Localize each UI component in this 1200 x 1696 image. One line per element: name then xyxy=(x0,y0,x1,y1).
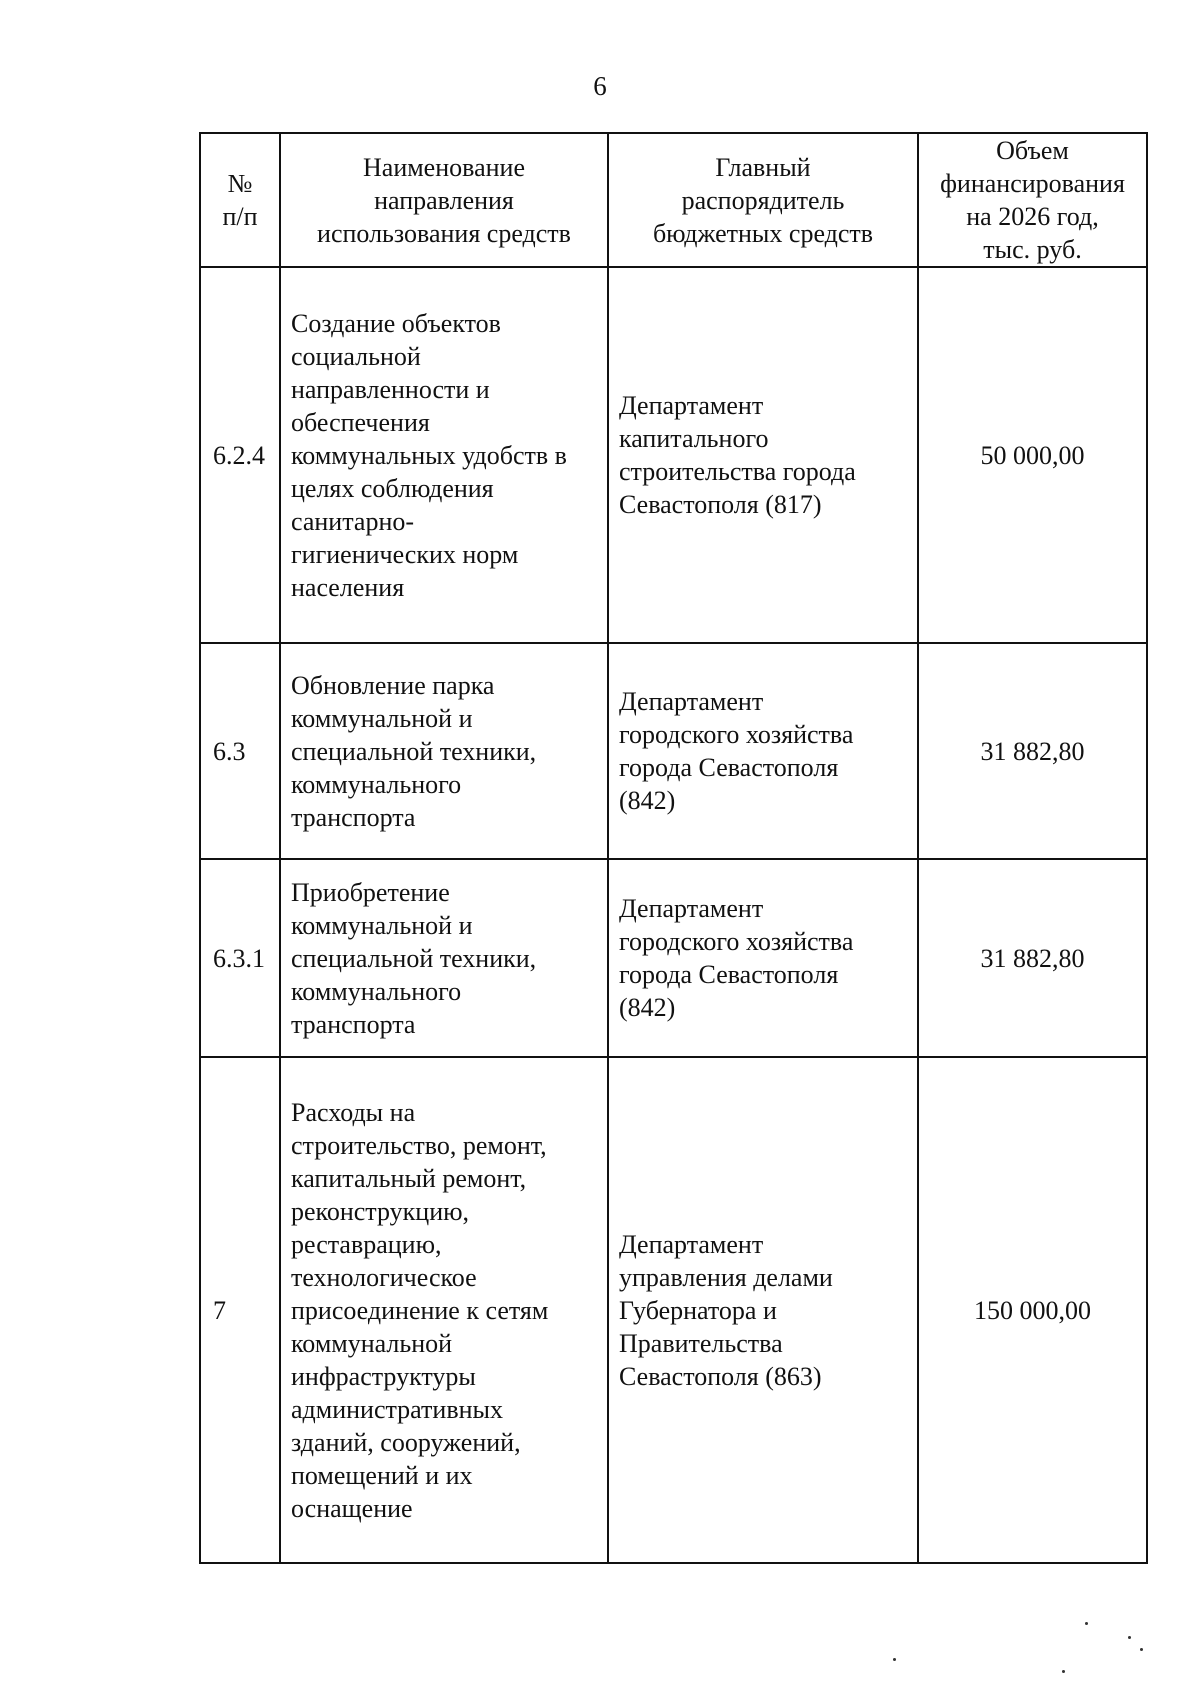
table-row xyxy=(200,643,1147,859)
row-direction-name: Расходы на строительство, ремонт, капитальный ремонт, реконструкцию, реставрацию, технологическое присоединение к сетям коммунальной инфраструктуры административных зданий, сооружений, помещений и их оснащение xyxy=(280,1057,608,1563)
row-amount: 31 882,80 xyxy=(918,859,1147,1057)
scan-speck xyxy=(1062,1670,1065,1673)
row-budget-manager: Департамент капитального строительства города Севастополя (817) xyxy=(608,267,918,643)
scan-speck xyxy=(893,1658,896,1661)
table-row xyxy=(200,267,1147,643)
header-budget-manager: Главный распорядитель бюджетных средств xyxy=(608,133,918,267)
row-budget-manager: Департамент городского хозяйства города Севастополя (842) xyxy=(608,859,918,1057)
row-direction-name: Создание объектов социальной направленности и обеспечения коммунальных удобств в целях соблюдения санитарно- гигиенических норм населения xyxy=(280,267,608,643)
row-amount: 50 000,00 xyxy=(918,267,1147,643)
row-direction-name: Обновление парка коммунальной и специальной техники, коммунального транспорта xyxy=(280,643,608,859)
table-row xyxy=(200,859,1147,1057)
header-number: № п/п xyxy=(200,133,280,267)
row-number: 6.3.1 xyxy=(200,859,280,1057)
table-row xyxy=(200,1057,1147,1563)
header-direction-name: Наименование направления использования средств xyxy=(280,133,608,267)
budget-allocation-table xyxy=(199,132,1148,1564)
page-number: 6 xyxy=(593,71,607,101)
row-budget-manager: Департамент управления делами Губернатора и Правительства Севастополя (863) xyxy=(608,1057,918,1563)
row-number: 6.2.4 xyxy=(200,267,280,643)
row-amount: 31 882,80 xyxy=(918,643,1147,859)
scan-speck xyxy=(1085,1622,1088,1625)
header-financing-amount: Объем финансирования на 2026 год, тыс. руб. xyxy=(918,133,1147,267)
row-direction-name: Приобретение коммунальной и специальной техники, коммунального транспорта xyxy=(280,859,608,1057)
scan-speck xyxy=(1140,1648,1143,1651)
row-budget-manager: Департамент городского хозяйства города Севастополя (842) xyxy=(608,643,918,859)
row-amount: 150 000,00 xyxy=(918,1057,1147,1563)
table-header-row xyxy=(200,133,1147,267)
scan-speck xyxy=(1128,1636,1131,1639)
row-number: 7 xyxy=(200,1057,280,1563)
row-number: 6.3 xyxy=(200,643,280,859)
